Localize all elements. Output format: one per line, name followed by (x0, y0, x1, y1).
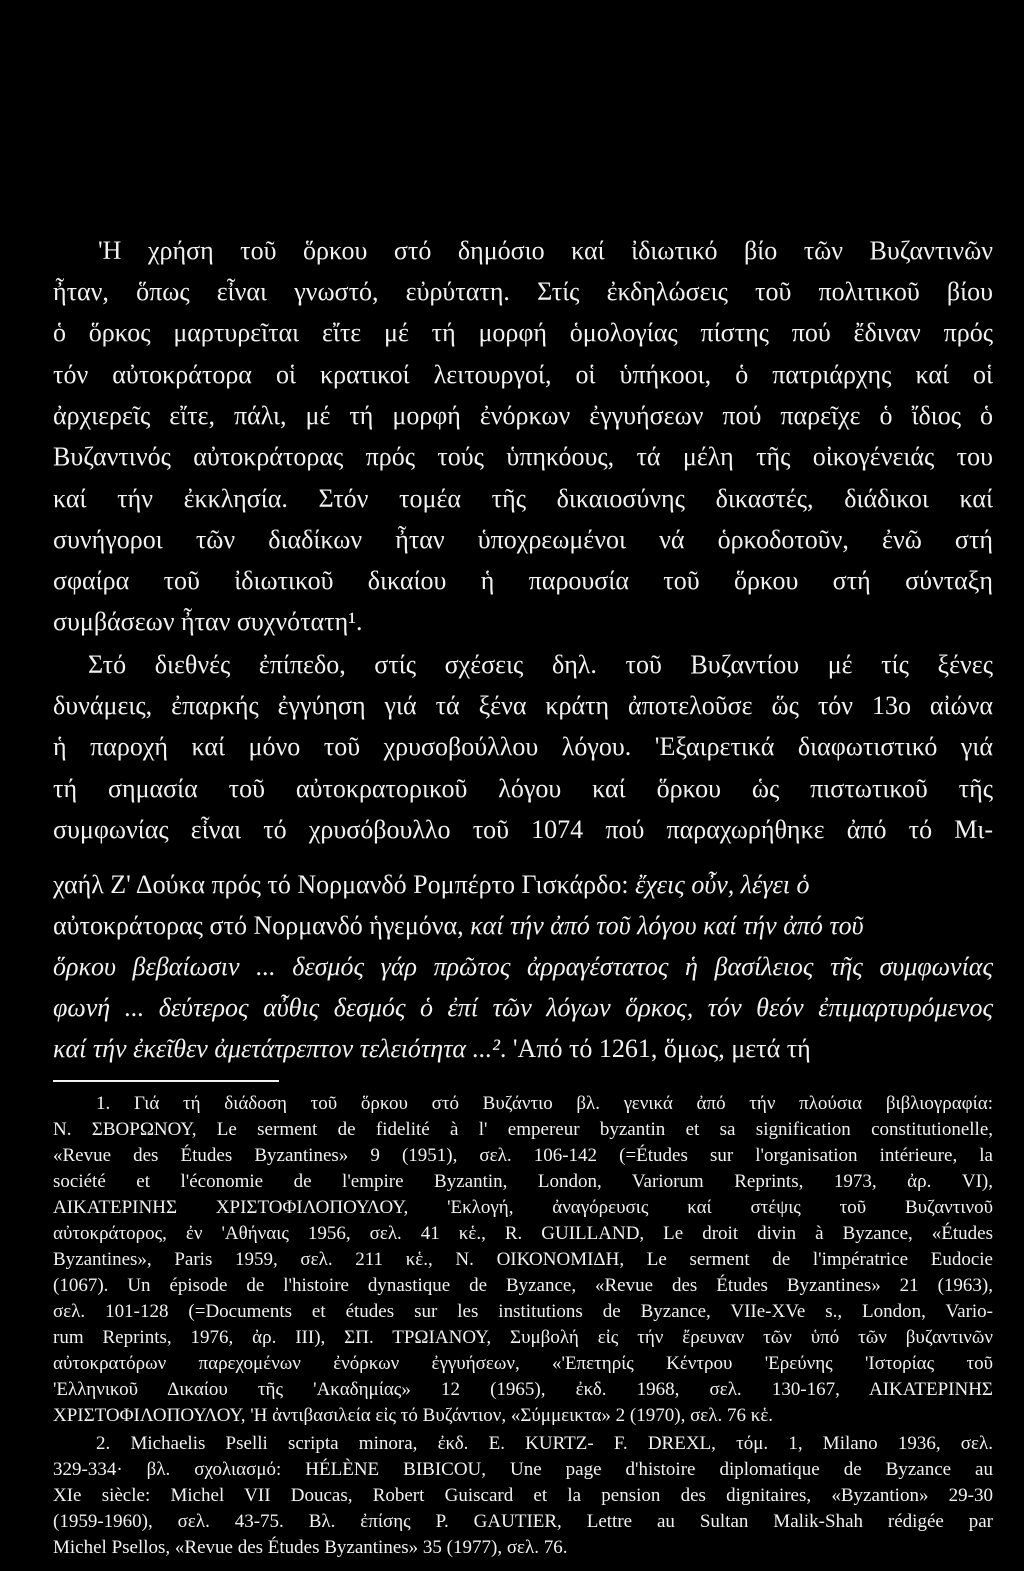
quote-line: ὅρκου βεβαίωσιν ... δεσμός γάρ πρῶτος ἀρραγέστατος ἡ βασίλειος τῆς συμφωνίας (53, 952, 993, 981)
footnote-line: (1067). Un épisode de l'histoire dynastique de Byzance, «Revue des Études Byzantines» 21 (1963), (53, 1275, 993, 1296)
body-line: καί τήν ἐκκλησία. Στόν τομέα τῆς δικαιοσύνης δικαστές, διάδικοι καί (53, 484, 993, 513)
body-line (53, 1034, 993, 1064)
body-line: συνήγοροι τῶν διαδίκων ἦταν ὑποχρεωμένοι νά ὁρκοδοτοῦν, ἐνῶ στή (53, 525, 993, 554)
footnote-line: 329-334· βλ. σχολιασμό: HÉLÈNE BIBICOU, Une page d'histoire diplomatique de Byzance au (53, 1459, 993, 1480)
body-line: τόν αὐτοκράτορα οἱ κρατικοί λειτουργοί, οἱ ὑπήκοοι, ὁ πατριάρχης καί οἱ (53, 360, 993, 389)
body-segment: χαήλ Ζ' Δούκα πρός τό Νορμανδό Ρομπέρτο Γισκάρδο: (53, 870, 629, 899)
footnote-line: rum Reprints, 1976, ἀρ. III), ΣΠ. ΤΡΩΙΑΝΟΥ, Συμβολή εἰς τήν ἔρευναν τῶν ὑπό τῶν βυζαντινῶν (53, 1327, 993, 1348)
body-line: συμφωνίας εἶναι τό χρυσόβουλλο τοῦ 1074 πού παραχωρήθηκε ἀπό τό Μι- (53, 815, 993, 844)
body-line: Βυζαντινός αὐτοκράτορας πρός τούς ὑπηκόους, τά μέλη τῆς οἰκογένειάς του (53, 442, 993, 471)
body-line: ὁ ὅρκος μαρτυρεῖται εἴτε μέ τή μορφή ὁμολογίας πίστης πού ἔδιναν πρός (53, 318, 993, 347)
quote-segment: καί τήν ἀπό τοῦ λόγου καί τήν ἀπό τοῦ (470, 911, 864, 940)
body-line: ἦταν, ὅπως εἶναι γνωστό, εὐρύτατη. Στίς ἐκδηλώσεις τοῦ πολιτικοῦ βίου (53, 277, 993, 306)
footnote-line: ΑΙΚΑΤΕΡΙΝΗΣ ΧΡΙΣΤΟΦΙΛΟΠΟΥΛΟΥ, 'Εκλογή, ἀναγόρευσις καί στέψις τοῦ Βυζαντινοῦ (53, 1197, 993, 1218)
body-line: ἀρχιερεῖς εἴτε, πάλι, μέ τή μορφή ἐνόρκων ἐγγυήσεων πού παρεῖχε ὁ ἴδιος ὁ (53, 401, 993, 430)
body-line: τή σημασία τοῦ αὐτοκρατορικοῦ λόγου καί ὅρκου ὡς πιστωτικοῦ τῆς (53, 774, 993, 803)
footnote-line: 1. Γιά τή διάδοση τοῦ ὅρκου στό Βυζάντιο βλ. γενικά ἀπό τήν πλούσια βιβλιογραφία: (96, 1093, 993, 1114)
footnote-line: αὐτοκράτορος, ἐν 'Αθήναις 1956, σελ. 41 κἑ., R. GUILLAND, Le droit divin à Byzance, «Études (53, 1223, 993, 1244)
footnote-line: αὐτοκρατόρων παρεχομένων ἐνόρκων ἐγγυήσεων, «'Επετηρίς Κέντρου 'Ερεύνης 'Ιστορίας τοῦ (53, 1353, 993, 1374)
footnote-line: 2. Michaelis Pselli scripta minora, ἐκδ. E. KURTZ- F. DREXL, τόμ. 1, Milano 1936, σελ. (96, 1433, 993, 1454)
quote-segment: καί τήν ἐκεῖθεν ἀμετάτρεπτον τελειότητα ...² (53, 1034, 500, 1063)
body-line: Στό διεθνές ἐπίπεδο, στίς σχέσεις δηλ. τοῦ Βυζαντίου μέ τίς ξένες (88, 650, 993, 679)
body-line: 'Η χρήση τοῦ ὅρκου στό δημόσιο καί ἰδιωτικό βίο τῶν Βυζαντινῶν (98, 236, 993, 265)
footnote-line: Michel Psellos, «Revue des Études Byzantines» 35 (1977), σελ. 76. (53, 1537, 568, 1558)
footnote-line: σελ. 101-128 (=Documents et études sur les institutions de Byzance, VIIe-XVe s., London, Vario- (53, 1301, 993, 1322)
footnote-line: 'Ελληνικοῦ Δικαίου τῆς 'Ακαδημίας» 12 (1965), ἐκδ. 1968, σελ. 130-167, ΑΙΚΑΤΕΡΙΝΗΣ (53, 1379, 993, 1400)
footnote-line: «Revue des Études Byzantines» 9 (1951), σελ. 106-142 (=Études sur l'organisation intérieure, la (53, 1145, 993, 1166)
footnote-line: ΧΡΙΣΤΟΦΙΛΟΠΟΥΛΟΥ, 'Η ἀντιβασιλεία εἰς τό Βυζάντιον, «Σύμμεικτα» 2 (1970), σελ. 76 κἑ. (53, 1405, 774, 1426)
body-line: σφαίρα τοῦ ἰδιωτικοῦ δικαίου ἡ παρουσία τοῦ ὅρκου στή σύνταξη (53, 566, 993, 595)
footnote-line: société et l'économie de l'empire Byzantin, London, Variorum Reprints, 1973, ἀρ. VI), (53, 1171, 993, 1192)
footnote-line: N. ΣΒΟΡΩΝΟΥ, Le serment de fidelité à l' empereur byzantin et sa signification constitutionelle, (53, 1119, 993, 1140)
quote-segment: ἔχεις οὖν, λέγει ὁ (635, 870, 810, 899)
footnote-line: XIe siècle: Michel VII Doucas, Robert Guiscard et la pension des dignitaires, «Byzantion» 29-30 (53, 1485, 993, 1506)
body-line: δυνάμεις, ἐπαρκής ἐγγύηση γιά τά ξένα κράτη ἀποτελοῦσε ὥς τόν 13ο αἰώνα (53, 691, 993, 720)
body-segment: αὐτοκράτορας στό Νορμανδό ἡγεμόνα, (53, 911, 464, 940)
body-line: συμβάσεων ἦταν συχνότατη¹. (53, 607, 363, 636)
body-segment: . 'Από τό 1261, ὅμως, μετά τή (499, 1034, 811, 1063)
footnote-rule (53, 1080, 279, 1082)
body-line (53, 870, 993, 900)
quote-line: φωνή ... δεύτερος αὖθις δεσμός ὁ ἐπί τῶν λόγων ὅρκος, τόν θεόν ἐπιμαρτυρόμενος (53, 993, 993, 1022)
body-line: ἡ παροχή καί μόνο τοῦ χρυσοβούλλου λόγου. 'Εξαιρετικά διαφωτιστικό γιά (53, 732, 993, 761)
footnote-line: (1959-1960), σελ. 43-75. Βλ. ἐπίσης P. GAUTIER, Lettre au Sultan Malik-Shah rédigée par (53, 1511, 993, 1532)
body-line (53, 911, 993, 941)
footnote-line: Byzantines», Paris 1959, σελ. 211 κἑ., Ν. ΟΙΚΟΝΟΜΙΔΗ, Le serment de l'impératrice Eudocie (53, 1249, 993, 1270)
